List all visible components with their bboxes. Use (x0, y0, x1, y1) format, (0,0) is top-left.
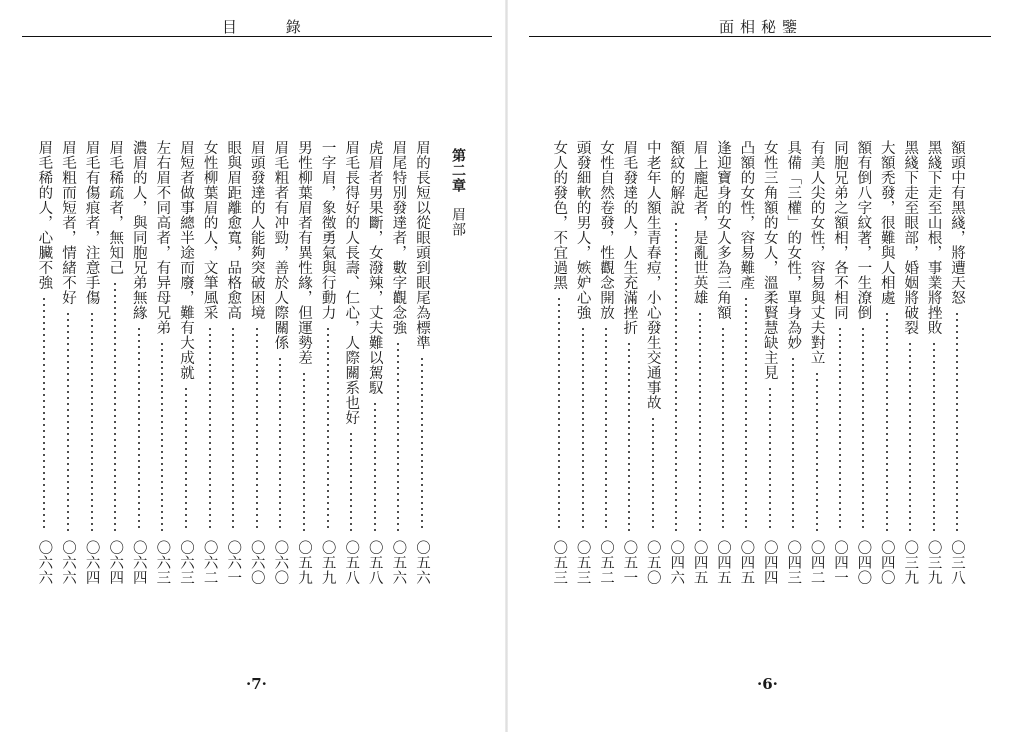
toc-entry-title: 眼與眉距離愈寬，品格愈高 (225, 140, 242, 320)
toc-entry (294, 140, 314, 594)
toc-entry-title: 眉的長短以從眼頭到眼尾為標準 (414, 140, 430, 350)
dot-leader (256, 326, 258, 532)
dot-leader (185, 386, 187, 532)
toc-entry-page: 〇四二 (808, 540, 825, 585)
toc-entry-page: 〇五三 (551, 540, 568, 585)
header-rule (22, 36, 492, 37)
chapter-heading (448, 148, 468, 237)
toc-entry-title: 男性柳葉眉者有異性緣，但運勢差 (296, 140, 312, 365)
toc-entry (152, 140, 172, 594)
toc-entry (643, 140, 663, 594)
toc-entry-title: 額頭中有黑綫，將遭天怒 (949, 140, 965, 305)
toc-entry (596, 140, 616, 594)
toc-entry-page: 〇四五 (715, 540, 731, 585)
toc-entry-page: 〇六六 (60, 540, 76, 585)
dot-leader (421, 356, 423, 532)
toc-entry (549, 140, 569, 594)
toc-entry-title: 凸額的女性，容易難產 (738, 140, 755, 290)
toc-entry-title: 黑綫下走至眼部，婚姻將破裂 (902, 140, 919, 335)
toc-entry (619, 140, 639, 594)
toc-entry (129, 140, 149, 594)
dot-leader (279, 356, 281, 532)
toc-entry-page: 〇四五 (738, 540, 755, 585)
toc-entry-page: 〇五八 (366, 540, 383, 585)
toc-entry-page: 〇五三 (574, 540, 591, 585)
toc-entry-page: 〇六三 (178, 540, 194, 585)
page-header: 面相秘鑒 (719, 18, 804, 36)
toc-entry-title: 眉毛粗而短者，情緒不好 (60, 140, 76, 305)
dot-leader (303, 371, 305, 532)
toc-entry (176, 140, 196, 594)
dot-leader (209, 326, 211, 532)
toc-entry (666, 140, 686, 594)
toc-entry-title: 同胞兄弟之額相，各不相同 (832, 140, 848, 320)
toc-entry (318, 140, 338, 594)
toc-entry-page: 〇五九 (296, 540, 312, 585)
toc-entry-page: 〇五一 (621, 540, 638, 585)
toc-entry-title: 女人的發色，不宜過黑 (551, 140, 568, 290)
toc-entry (223, 140, 243, 594)
toc-entry (924, 140, 944, 594)
toc-entry (270, 140, 290, 594)
toc-entry-title: 眉毛粗者有冲勁，善於人際關係 (272, 140, 289, 350)
toc-entry-title: 眉尾特別發達者，數字觀念強 (390, 140, 407, 335)
toc-entry-title: 女性柳葉眉的人，文筆風采 (201, 140, 218, 320)
toc-entry-title: 有美人尖的女性，容易與丈夫對立 (808, 140, 825, 365)
toc-entry-title: 逢迎寶身的女人多為三角額 (715, 140, 731, 320)
dot-leader (628, 341, 630, 532)
dot-leader (350, 431, 352, 532)
toc-entry-title: 大額禿發，很難與人相處 (878, 140, 895, 305)
toc-entry (853, 140, 873, 594)
toc-entry (58, 140, 78, 594)
toc-entry-page: 〇五九 (319, 540, 336, 585)
toc-entry-title: 眉毛長得好的人長壽、仁心，人際關系也好 (343, 140, 360, 425)
toc-entry (573, 140, 593, 594)
toc-entry-page: 〇四五 (691, 540, 708, 585)
dot-leader (605, 326, 607, 532)
dot-leader (675, 221, 677, 532)
dot-leader (67, 311, 69, 532)
toc-entry (783, 140, 803, 594)
chapter-title: 第二章 (450, 148, 466, 193)
toc-entry (341, 140, 361, 594)
toc-entry-page: 〇四六 (668, 540, 685, 585)
toc-entry-page: 〇六二 (201, 540, 218, 585)
toc-entry-page: 〇三九 (902, 540, 919, 585)
dot-leader (138, 326, 140, 532)
toc-entry-title: 左右眉不同高者，有异母兄弟 (154, 140, 171, 335)
dot-leader (699, 311, 701, 532)
toc-entry (900, 140, 920, 594)
toc-entry-title: 眉頭發達的人能夠突破困境 (248, 140, 265, 320)
toc-entry (760, 140, 780, 594)
chapter-subtitle: 眉部 (450, 207, 466, 237)
toc-entry-title: 眉毛有傷痕者，注意手傷 (83, 140, 100, 305)
dot-leader (374, 401, 376, 532)
toc-entry-page: 〇四〇 (878, 540, 895, 585)
toc-entry-page: 〇三九 (925, 540, 942, 585)
toc-entry-title: 虎眉者男果斷，女潑辣，丈夫難以駕馭 (366, 140, 383, 395)
dot-leader (327, 326, 329, 532)
toc-entry (34, 140, 54, 594)
dot-leader (909, 341, 911, 532)
dot-leader (161, 341, 163, 532)
toc-entry (807, 140, 827, 594)
toc-entry-title: 額紋的解說 (668, 140, 685, 215)
toc-entry-title: 額有倒八字紋著，一生潦倒 (855, 140, 872, 320)
toc-entry-title: 眉毛稀疏者，無知己 (107, 140, 124, 275)
toc-entry-title: 眉毛稀的人，心臟不強 (36, 140, 53, 290)
toc-entry-page: 〇五〇 (644, 540, 661, 585)
dot-leader (397, 341, 399, 532)
toc-entry-title: 頭發細軟的男人，嫉妒心強 (574, 140, 591, 320)
page-header: 目 錄 (222, 18, 323, 36)
toc-entry (736, 140, 756, 594)
toc-entry (877, 140, 897, 594)
toc-entry-page: 〇四〇 (855, 540, 872, 585)
dot-leader (722, 326, 724, 532)
toc-entry-title: 具備「三權」的女性，單身為妙 (785, 140, 802, 350)
dot-leader (933, 341, 935, 532)
toc-entry-page: 〇六〇 (248, 540, 265, 585)
toc-entry (713, 140, 733, 594)
toc-entry-page: 〇四四 (761, 540, 778, 585)
toc-entry (830, 140, 850, 594)
dot-leader (745, 296, 747, 532)
dot-leader (839, 326, 841, 532)
dot-leader (582, 326, 584, 532)
toc-entry-page: 〇六四 (83, 540, 100, 585)
toc-entry-title: 眉短者做事總半途而廢，難有大成就 (178, 140, 194, 380)
toc-entry (412, 140, 432, 594)
dot-leader (769, 386, 771, 532)
dot-leader (43, 296, 45, 532)
toc-entry (82, 140, 102, 594)
page-number: ·6· (757, 675, 778, 693)
toc-entry-page: 〇五八 (343, 540, 360, 585)
toc-entry-page: 〇四三 (785, 540, 802, 585)
toc-entry-title: 一字眉，象徵勇氣與行動力 (319, 140, 336, 320)
dot-leader (232, 326, 234, 532)
toc-entry-title: 濃眉的人，與同胞兄弟無緣 (130, 140, 147, 320)
dot-leader (816, 371, 818, 532)
dot-leader (956, 311, 958, 532)
toc-entry-page: 〇五六 (390, 540, 407, 585)
dot-leader (114, 281, 116, 532)
right-page (507, 0, 1014, 732)
toc-entry-page: 〇六六 (36, 540, 53, 585)
toc-entry (388, 140, 408, 594)
toc-entry-title: 黑綫下走至山根，事業將挫敗 (925, 140, 942, 335)
toc-entry-page: 〇六〇 (272, 540, 289, 585)
toc-entry-page: 〇五六 (414, 540, 430, 585)
dot-leader (91, 311, 93, 532)
header-rule (529, 36, 991, 37)
toc-entry (105, 140, 125, 594)
dot-leader (886, 311, 888, 532)
toc-entry-title: 眉上龐起者，是亂世英雄 (691, 140, 708, 305)
toc-entry-page: 〇六三 (154, 540, 171, 585)
toc-entry-page: 〇六一 (225, 540, 242, 585)
toc-entry-page: 〇六四 (130, 540, 147, 585)
toc-entry-title: 中老年人額生青春痘，小心發生交通事故 (644, 140, 661, 410)
toc-entry (200, 140, 220, 594)
toc-entry-page: 〇四一 (832, 540, 848, 585)
page-number: ·7· (246, 675, 267, 693)
toc-entry-title: 女性自然卷發，性觀念開放 (598, 140, 614, 320)
dot-leader (792, 356, 794, 532)
toc-entry (247, 140, 267, 594)
toc-entry (690, 140, 710, 594)
dot-leader (652, 416, 654, 532)
toc-entry-title: 女性三角額的女人，溫柔賢慧缺主見 (761, 140, 778, 380)
toc-entry-page: 〇五二 (598, 540, 614, 585)
toc-entry-page: 〇三八 (949, 540, 965, 585)
dot-leader (558, 296, 560, 532)
dot-leader (862, 326, 864, 532)
toc-entry-page: 〇六四 (107, 540, 124, 585)
toc-entry (947, 140, 967, 594)
toc-entry-title: 眉毛發達的人，人生充滿挫折 (621, 140, 638, 335)
toc-entry (365, 140, 385, 594)
